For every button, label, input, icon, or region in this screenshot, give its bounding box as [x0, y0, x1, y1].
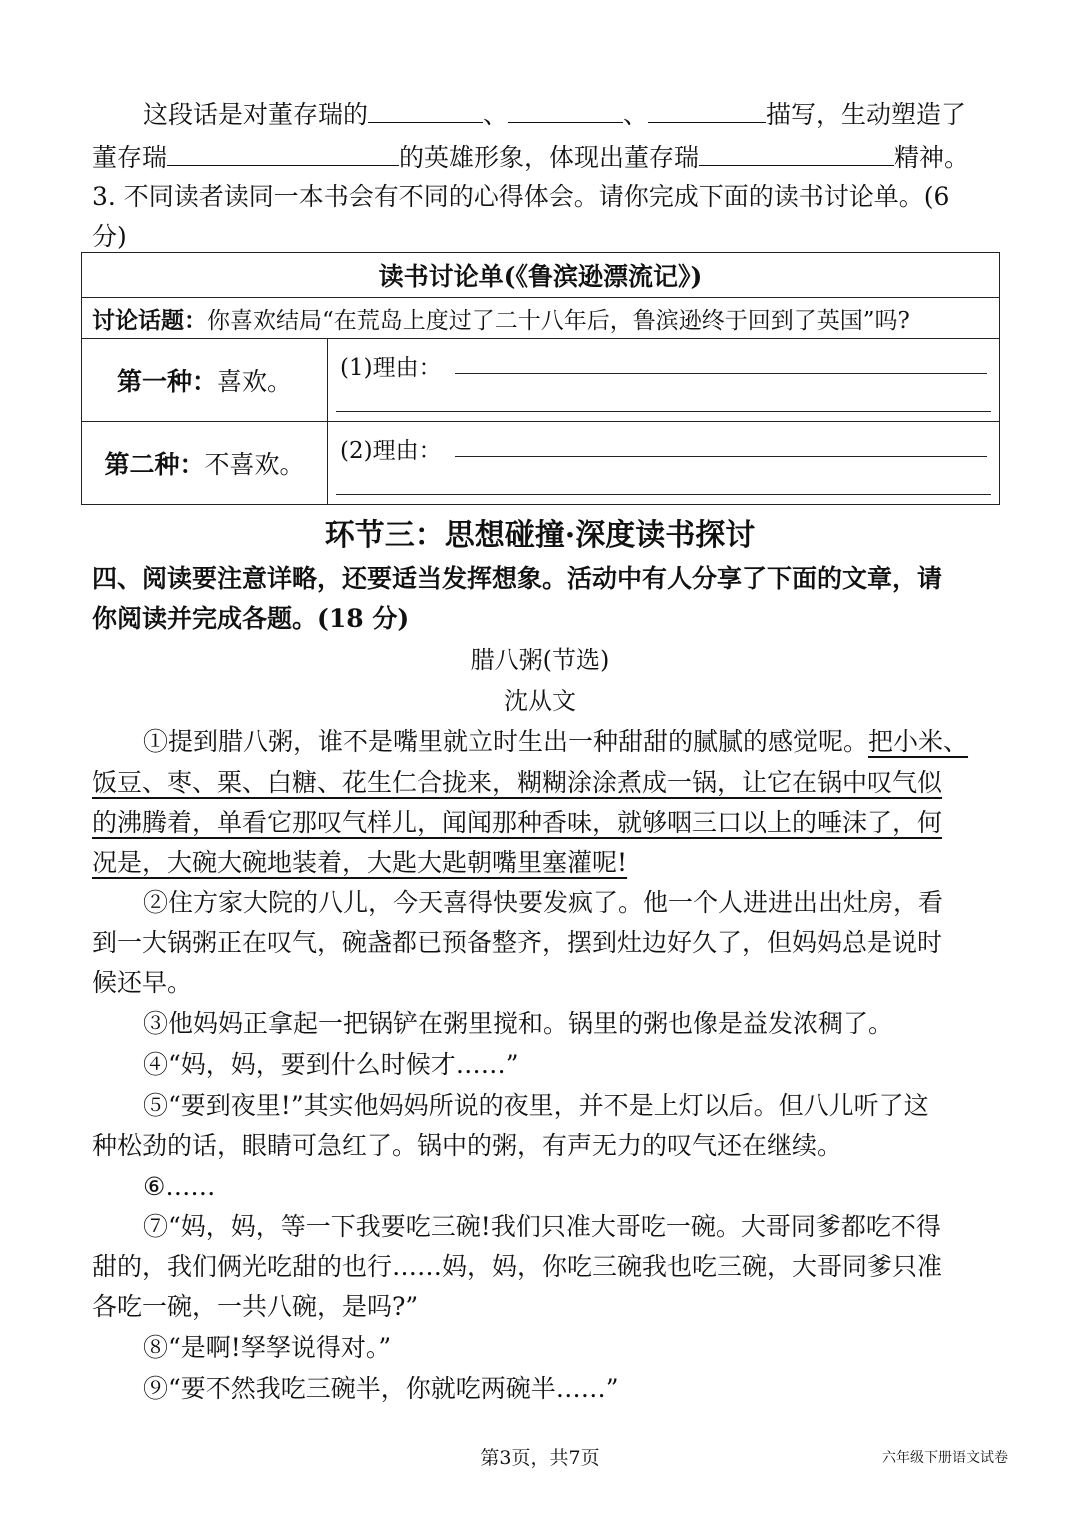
paragraph-9: ⑨“要不然我吃三碗半，你就吃两碗半……” — [143, 1374, 619, 1403]
paragraph-2-cont: 到一大锅粥正在叹气，碗盏都已预备整齐，摆到灶边好久了，但妈妈总是说时 — [92, 928, 943, 957]
option-label-text: 第二种： — [104, 450, 205, 479]
answer-blank[interactable] — [699, 139, 894, 166]
option-2-label — [82, 422, 328, 505]
underlined-passage: 的沸腾着，单看它那叹气样儿，闻闻那种香味，就够咽三口以上的唾沫了，何 — [92, 808, 943, 837]
answer-line[interactable] — [336, 494, 991, 495]
paragraph-5-cont: 种松劲的话，眼睛可急红了。锅中的粥，有声无力的叹气还在继续。 — [92, 1131, 843, 1160]
paragraph-2-cont: 候还早。 — [92, 968, 193, 997]
topic-label: 讨论话题： — [92, 306, 207, 334]
answer-line[interactable] — [336, 411, 991, 412]
fill-text: 描写，生动塑造了 — [766, 100, 967, 129]
reason-label: (1)理由： — [340, 355, 442, 381]
option-label-text: 第一种： — [116, 367, 217, 396]
underlined-passage: 饭豆、枣、栗、白糖、花生仁合拢来，糊糊涂涂煮成一锅，让它在锅中叹气似 — [92, 768, 943, 797]
discussion-table — [81, 252, 1000, 505]
paragraph-4: ④“妈，妈，要到什么时候才……” — [143, 1050, 519, 1079]
table-title: 读书讨论单(《鲁滨逊漂流记》) — [82, 253, 1000, 298]
paragraph-text: ①提到腊八粥，谁不是嘴里就立时生出一种甜甜的腻腻的感觉呢。 — [143, 727, 869, 756]
article-author: 沈从文 — [504, 687, 576, 715]
paragraph-1 — [143, 725, 968, 759]
separator: 、 — [623, 100, 649, 129]
fill-text: 董存瑞 — [92, 143, 168, 172]
fill-text: 的英雄形象，体现出董存瑞 — [399, 143, 700, 172]
separator: 、 — [483, 100, 509, 129]
part4-instruction-cont: 你阅读并完成各题。(18 分) — [92, 604, 410, 633]
paragraph-2: ②住方家大院的八儿，今天喜得快要发疯了。他一个人进进出出灶房，看 — [143, 888, 944, 917]
paragraph-5: ⑤“要到夜里!”其实他妈妈所说的夜里，并不是上灯以后。但八儿听了这 — [143, 1091, 929, 1120]
reason-label: (2)理由： — [340, 438, 442, 464]
topic-text: 你喜欢结局“在荒岛上度过了二十八年后，鲁滨逊终于回到了英国”吗? — [207, 307, 910, 334]
paragraph-7: ⑦“妈，妈，等一下我要吃三碗!我们只准大哥吃一碗。大哥同爹都吃不得 — [143, 1212, 941, 1241]
fill-line-1 — [143, 96, 966, 132]
underlined-passage: 况是，大碗大碗地装着，大匙大匙朝嘴里塞灌呢! — [92, 848, 628, 877]
option-value-text: 喜欢。 — [217, 367, 293, 396]
part4-instruction: 四、阅读要注意详略，还要适当发挥想象。活动中有人分享了下面的文章，请 — [92, 564, 943, 593]
paragraph-8: ⑧“是啊!孥孥说得对。” — [143, 1333, 392, 1362]
paragraph-3: ③他妈妈正拿起一把锅铲在粥里搅和。锅里的粥也像是益发浓稠了。 — [143, 1009, 894, 1038]
option-1-reason-cell[interactable] — [328, 339, 1000, 422]
underlined-passage: 把小米、 — [868, 727, 969, 756]
answer-line[interactable] — [455, 373, 987, 374]
paragraph-7-cont: 甜的，我们俩光吃甜的也行……妈，妈，你吃三碗我也吃三碗，大哥同爹只准 — [92, 1252, 943, 1281]
answer-line[interactable] — [455, 456, 987, 457]
page-number: 第3页，共7页 — [480, 1447, 600, 1469]
paragraph-7-cont: 各吃一碗，一共八碗，是吗?” — [92, 1292, 419, 1321]
option-2-reason-cell[interactable] — [328, 422, 1000, 505]
question-3: 3. 不同读者读同一本书会有不同的心得体会。请你完成下面的读书讨论单。(6 — [92, 182, 950, 211]
answer-blank[interactable] — [648, 96, 766, 123]
section-title: 环节三：思想碰撞·深度读书探讨 — [324, 518, 756, 553]
option-value-text: 不喜欢。 — [204, 450, 305, 479]
option-1-label — [82, 339, 328, 422]
exam-name: 六年级下册语文试卷 — [882, 1450, 1008, 1466]
question-3-cont: 分) — [92, 222, 127, 251]
answer-blank[interactable] — [508, 96, 623, 123]
fill-line-2 — [92, 139, 969, 175]
article-title: 腊八粥(节选) — [470, 646, 610, 674]
fill-text: 精神。 — [894, 143, 970, 172]
answer-blank[interactable] — [368, 96, 483, 123]
answer-blank[interactable] — [167, 139, 399, 166]
discussion-topic — [82, 298, 1000, 339]
fill-text: 这段话是对董存瑞的 — [143, 100, 369, 129]
paragraph-6: ⑥…… — [143, 1172, 216, 1201]
